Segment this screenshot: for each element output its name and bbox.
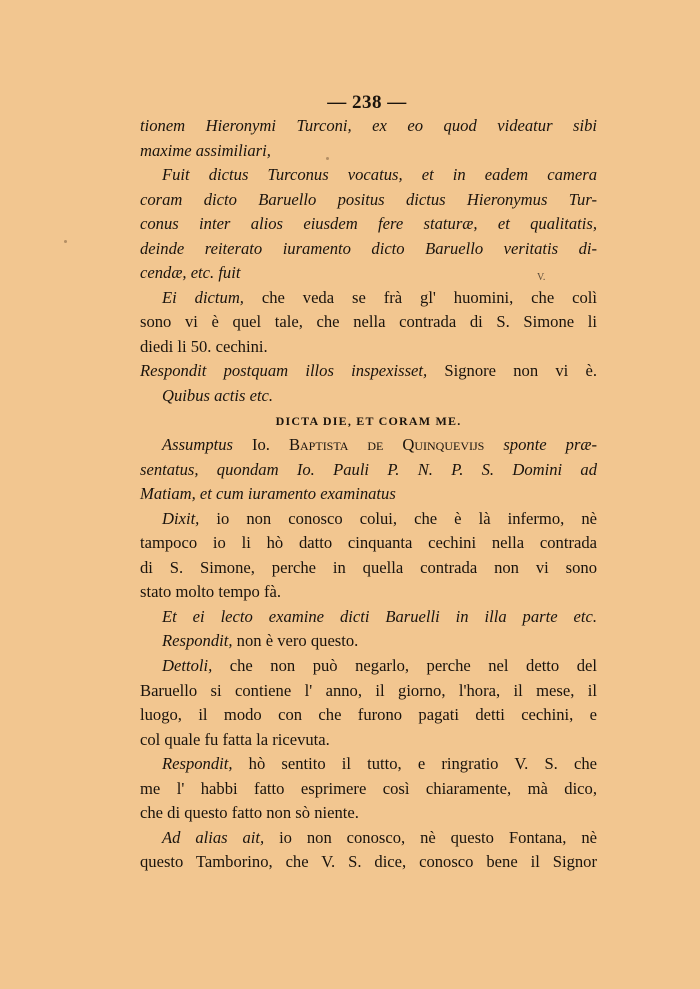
text-line: DICTA DIE, ET CORAM ME. [275,413,462,428]
text-line: Et ei lecto examine dicti Baruelli in illa parte etc. [162,606,597,626]
italic-lead: Dixit, [162,508,200,528]
italic-lead: Ei dictum, [162,287,244,307]
text-line [140,654,597,679]
text-line: conus inter alios eiusdem fere staturæ, et qualitatis, [140,214,597,234]
text-line: di S. Simone, perche in quella contrada non vi sono [140,557,597,577]
text-line: tampoco io li hò datto cinquanta cechini nella contrada [140,533,597,553]
text-line: questo Tamborino, che V. S. dice, conosco bene il Signor [140,852,597,872]
roman-text: io non conosco colui, che è là infermo, nè [199,508,597,528]
text-run: sponte præ- [484,435,597,455]
text-line [140,433,597,458]
text-line [140,507,597,532]
text-run: Baptista [288,435,349,455]
text-line [140,826,597,851]
page-number: — 238 — [327,92,407,113]
text-line: sentatus, quondam Io. Pauli P. N. P. S. Domini ad [140,459,597,479]
roman-text: io non conosco, nè questo Fontana, nè [264,827,598,847]
text-line: maxime assimiliari, [140,140,271,160]
text-line: stato molto tempo fà. [140,582,282,602]
roman-text: hò sentito il tutto, e ringratio V. S. che [232,754,597,774]
text-run: de [348,435,403,455]
text-run: Io. [233,435,289,455]
text-run: Quinquevijs [402,435,485,455]
roman-text: che veda se frà gl' huomini, che colì [243,287,597,307]
text-line: sono vi è quel tale, che nella contrada di S. Simone li [140,312,597,332]
italic-lead: Dettoli, [162,656,213,676]
italic-lead: Respondit, [162,631,233,651]
text-run: Assumptus [162,435,233,455]
roman-text: Signore non vi è. [427,361,597,381]
text-line [140,752,597,777]
italic-lead: Respondit, [162,754,233,774]
text-line: deinde reiterato iuramento dicto Baruello veritatis di- [140,238,597,258]
text-line: luogo, il modo con che furono pagati detti cechini, e [140,705,597,725]
paper-speck [64,240,67,243]
text-line: Quibus actis etc. [162,386,274,406]
text-line: coram dicto Baruello positus dictus Hieronymus Tur- [140,189,597,209]
text-line: tionem Hieronymi Turconi, ex eo quod videatur sibi [140,116,597,135]
text-line: diedi li 50. cechini. [140,336,268,356]
roman-text: non è vero questo. [232,631,359,651]
roman-text: che non può negarlo, perche nel detto del [212,656,597,676]
text-line: me l' habbi fatto esprimere così chiaramente, mà dico, [140,778,597,798]
text-line: che di questo fatto non sò niente. [140,803,359,823]
text-line [140,286,597,311]
text-line: Baruello si contiene l' anno, il giorno, l'hora, il mese, il [140,680,597,700]
text-line: Matiam, et cum iuramento examinatus [140,484,396,504]
text-line: col quale fu fatta la ricevuta. [140,729,330,749]
text-line: cendæ, etc. fuit [140,263,241,283]
body-text [140,114,597,875]
text-line [140,359,597,384]
text-line [140,629,597,654]
italic-lead: Ad alias ait, [162,827,265,847]
text-line: Fuit dictus Turconus vocatus, et in eadem camera [162,165,597,185]
italic-lead: Respondit postquam illos inspexisset, [140,361,428,381]
marginal-mark: V. [537,272,546,283]
